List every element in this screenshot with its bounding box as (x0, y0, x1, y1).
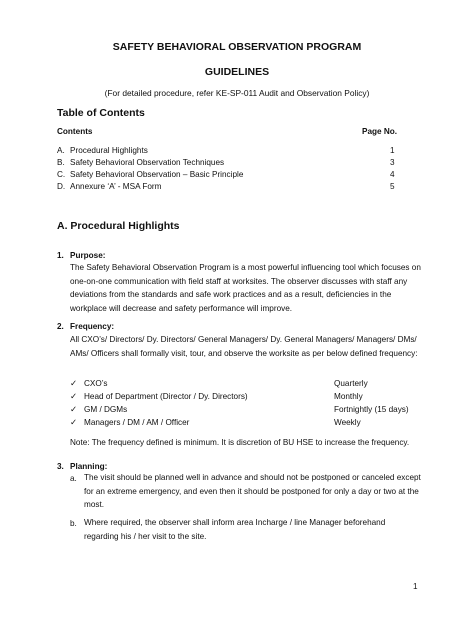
page-number: 1 (413, 582, 418, 591)
planning-heading: Planning: (70, 462, 108, 471)
toc-item-page: 4 (390, 170, 395, 179)
planning-item-text: The visit should be planned well in advance and should not be postponed or canceled except for an extreme emergency, and even then it should be postponed for only a day or two at the most. (84, 473, 421, 509)
frequency-role: Managers / DM / AM / Officer (84, 418, 190, 427)
checkmark-icon: ✓ (70, 417, 78, 427)
toc-contents-header: Contents (57, 127, 93, 136)
frequency-role: Head of Department (Director / Dy. Directors) (84, 392, 248, 401)
checkmark-icon: ✓ (70, 378, 78, 388)
toc-item-page: 5 (390, 182, 395, 191)
planning-item-text: Where required, the observer shall inform area Incharge / line Manager beforehand regarding his / her visit to the site. (84, 518, 386, 541)
purpose-heading: Purpose: (70, 251, 106, 260)
checkmark-icon: ✓ (70, 404, 78, 414)
frequency-note: Note: The frequency defined is minimum. It is discretion of BU HSE to increase the frequency. (70, 438, 410, 447)
frequency-role: GM / DGMs (84, 405, 128, 414)
frequency-value: Weekly (334, 418, 361, 427)
planning-item-letter: a. (70, 474, 77, 483)
frequency-heading: Frequency: (70, 322, 115, 331)
document-subtitle: GUIDELINES (204, 66, 270, 78)
toc-item-title[interactable]: Safety Behavioral Observation Techniques (70, 158, 225, 167)
toc-item-letter: C. (57, 170, 66, 179)
toc-item-letter: A. (57, 146, 65, 155)
planning-number: 3. (57, 462, 64, 471)
frequency-value: Quarterly (334, 379, 368, 388)
purpose-number: 1. (57, 251, 64, 260)
toc-item-letter: D. (57, 182, 66, 191)
toc-item-page: 3 (390, 158, 395, 167)
procedure-reference-note: (For detailed procedure, refer KE-SP-011 Audit and Observation Policy) (104, 88, 370, 98)
toc-heading: Table of Contents (57, 107, 145, 119)
purpose-paragraph: The Safety Behavioral Observation Program is a most powerful influencing tool which focuses on one-on-one communication with field staff at worksites. The observer discusses with staff any deviations from the standards and safe work practices and as a result, deficiencies in the workplace will decrease and safety performance will improve. (70, 263, 421, 313)
toc-item-title[interactable]: Procedural Highlights (70, 146, 148, 155)
document-title: SAFETY BEHAVIORAL OBSERVATION PROGRAM (112, 41, 362, 53)
frequency-role: CXO’s (84, 379, 108, 388)
section-a-heading: A. Procedural Highlights (57, 220, 180, 232)
frequency-value: Monthly (334, 392, 363, 401)
frequency-paragraph: All CXO’s/ Directors/ Dy. Directors/ General Managers/ Dy. General Managers/ Managers/ DMs/ AMs/ Officers shall formally visit, tour, and observe the worksite as per below defined frequency: (70, 335, 418, 358)
toc-item-title[interactable]: Safety Behavioral Observation – Basic Principle (70, 170, 244, 179)
frequency-number: 2. (57, 322, 64, 331)
planning-item-letter: b. (70, 519, 77, 528)
toc-item-letter: B. (57, 158, 65, 167)
frequency-value: Fortnightly (15 days) (334, 405, 409, 414)
toc-item-title[interactable]: Annexure ‘A’ - MSA Form (70, 182, 162, 191)
checkmark-icon: ✓ (70, 391, 78, 401)
toc-page-header: Page No. (362, 127, 398, 136)
toc-item-page: 1 (390, 146, 395, 155)
